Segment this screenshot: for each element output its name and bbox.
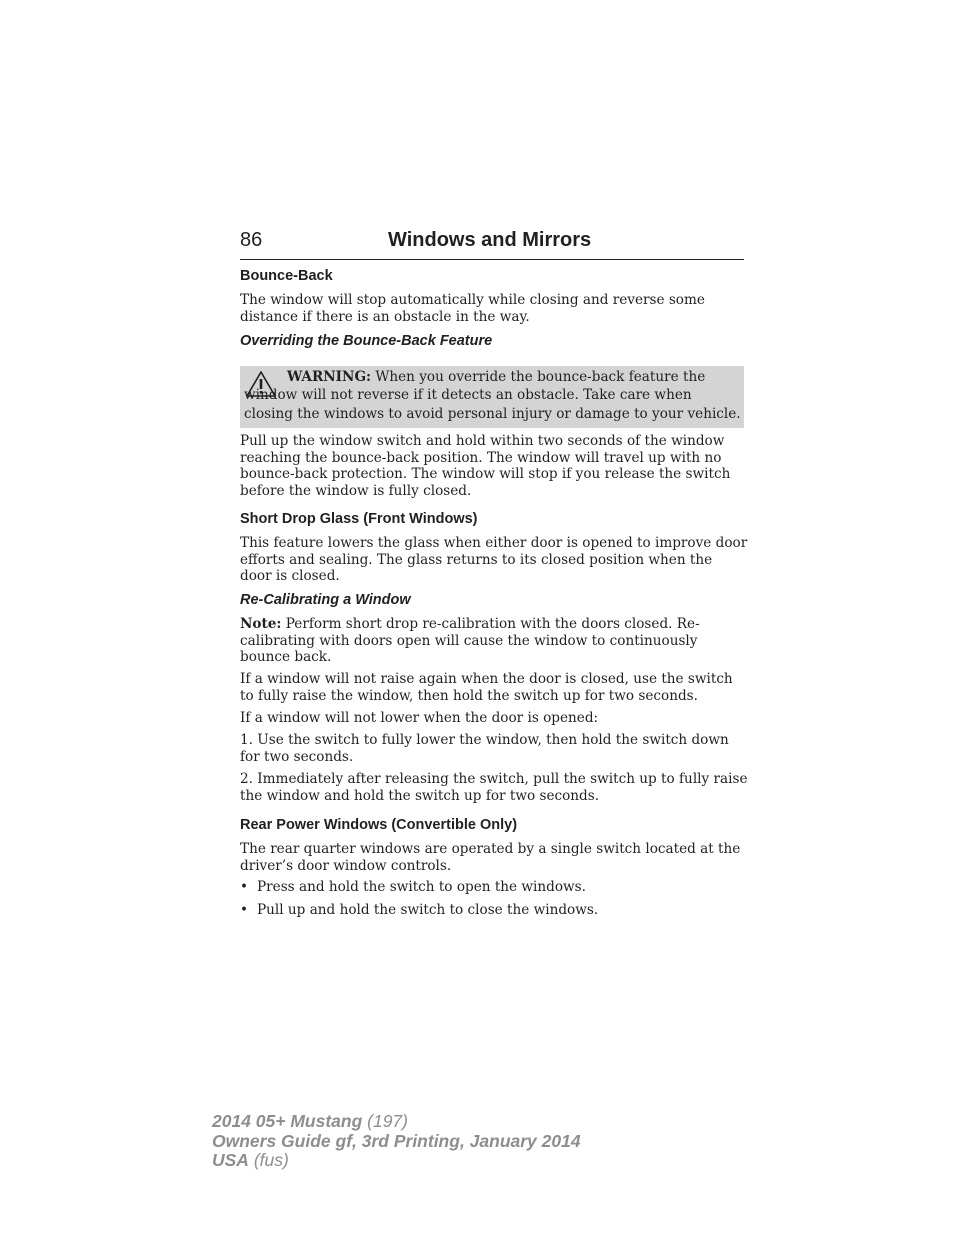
bounce-back-text xyxy=(240,292,748,325)
list-item-text: Press and hold the switch to open the windows. xyxy=(257,879,586,895)
note-label: Note: xyxy=(240,616,282,632)
list-item xyxy=(240,879,586,896)
warning-text xyxy=(244,368,744,423)
recalibrate-paragraph-2: If a window will not lower when the door is opened: xyxy=(240,710,599,726)
recalibrate-step2 xyxy=(240,771,748,804)
footer-model-code: (197) xyxy=(362,1111,408,1131)
warning-label: WARNING: xyxy=(287,369,372,385)
short-drop-paragraph: This feature lowers the glass when either door is opened to improve door efforts and sealing. The glass returns to its closed position when the door is closed. xyxy=(240,535,748,585)
list-item-text: Pull up and hold the switch to close the windows. xyxy=(257,902,599,918)
page-footer xyxy=(212,1112,581,1171)
bounce-back-heading: Bounce-Back xyxy=(240,268,333,284)
step-1: 1. Use the switch to fully lower the window, then hold the switch down for two seconds. xyxy=(240,732,729,765)
bullet-icon: • xyxy=(240,879,249,895)
short-drop-heading: Short Drop Glass (Front Windows) xyxy=(240,511,478,527)
recalibrate-paragraph-1: If a window will not raise again when the door is closed, use the switch to fully raise the window, then hold the switch up for two seconds. xyxy=(240,671,733,704)
recalibrate-step1 xyxy=(240,732,748,765)
note-text: Perform short drop re-calibration with the doors closed. Re-calibrating with doors open will cause the window to continuously bounce back. xyxy=(240,616,700,666)
bullet-icon: • xyxy=(240,902,249,918)
rear-power-paragraph: The rear quarter windows are operated by a single switch located at the driver’s door window controls. xyxy=(240,841,741,874)
rear-power-text xyxy=(240,841,748,874)
warning-message: When you override the bounce-back feature the window will not reverse if it detects an obstacle. Take care when closing the windows to avoid personal injury or damage to your vehicle. xyxy=(244,369,741,422)
footer-region-code: (fus) xyxy=(248,1150,289,1170)
bounce-back-paragraph: The window will stop automatically while closing and reverse some distance if there is an obstacle in the way. xyxy=(240,292,705,325)
list-item xyxy=(240,902,598,919)
override-heading: Overriding the Bounce-Back Feature xyxy=(240,333,493,349)
chapter-title: Windows and Mirrors xyxy=(388,229,592,251)
page-number: 86 xyxy=(240,229,263,251)
page-header xyxy=(240,226,744,260)
footer-region: USA xyxy=(212,1150,249,1170)
rear-power-heading: Rear Power Windows (Convertible Only) xyxy=(240,817,518,833)
footer-model: 2014 05+ Mustang xyxy=(212,1111,363,1131)
footer-guide: Owners Guide gf, 3rd Printing, January 2014 xyxy=(212,1130,581,1151)
recalibrate-para2 xyxy=(240,710,748,727)
override-paragraph: Pull up the window switch and hold within two seconds of the window reaching the bounce-back position. The window will travel up with no bounce-back protection. The window will stop if you release the switch before the window is fully closed. xyxy=(240,433,731,499)
warning-box xyxy=(240,366,744,428)
step-2: 2. Immediately after releasing the switch, pull the switch up to fully raise the window and hold the switch up for two seconds. xyxy=(240,771,748,804)
recalibrate-note xyxy=(240,616,748,666)
short-drop-text xyxy=(240,535,748,585)
override-text xyxy=(240,433,748,499)
recalibrate-heading: Re-Calibrating a Window xyxy=(240,592,411,608)
recalibrate-para1 xyxy=(240,671,748,704)
